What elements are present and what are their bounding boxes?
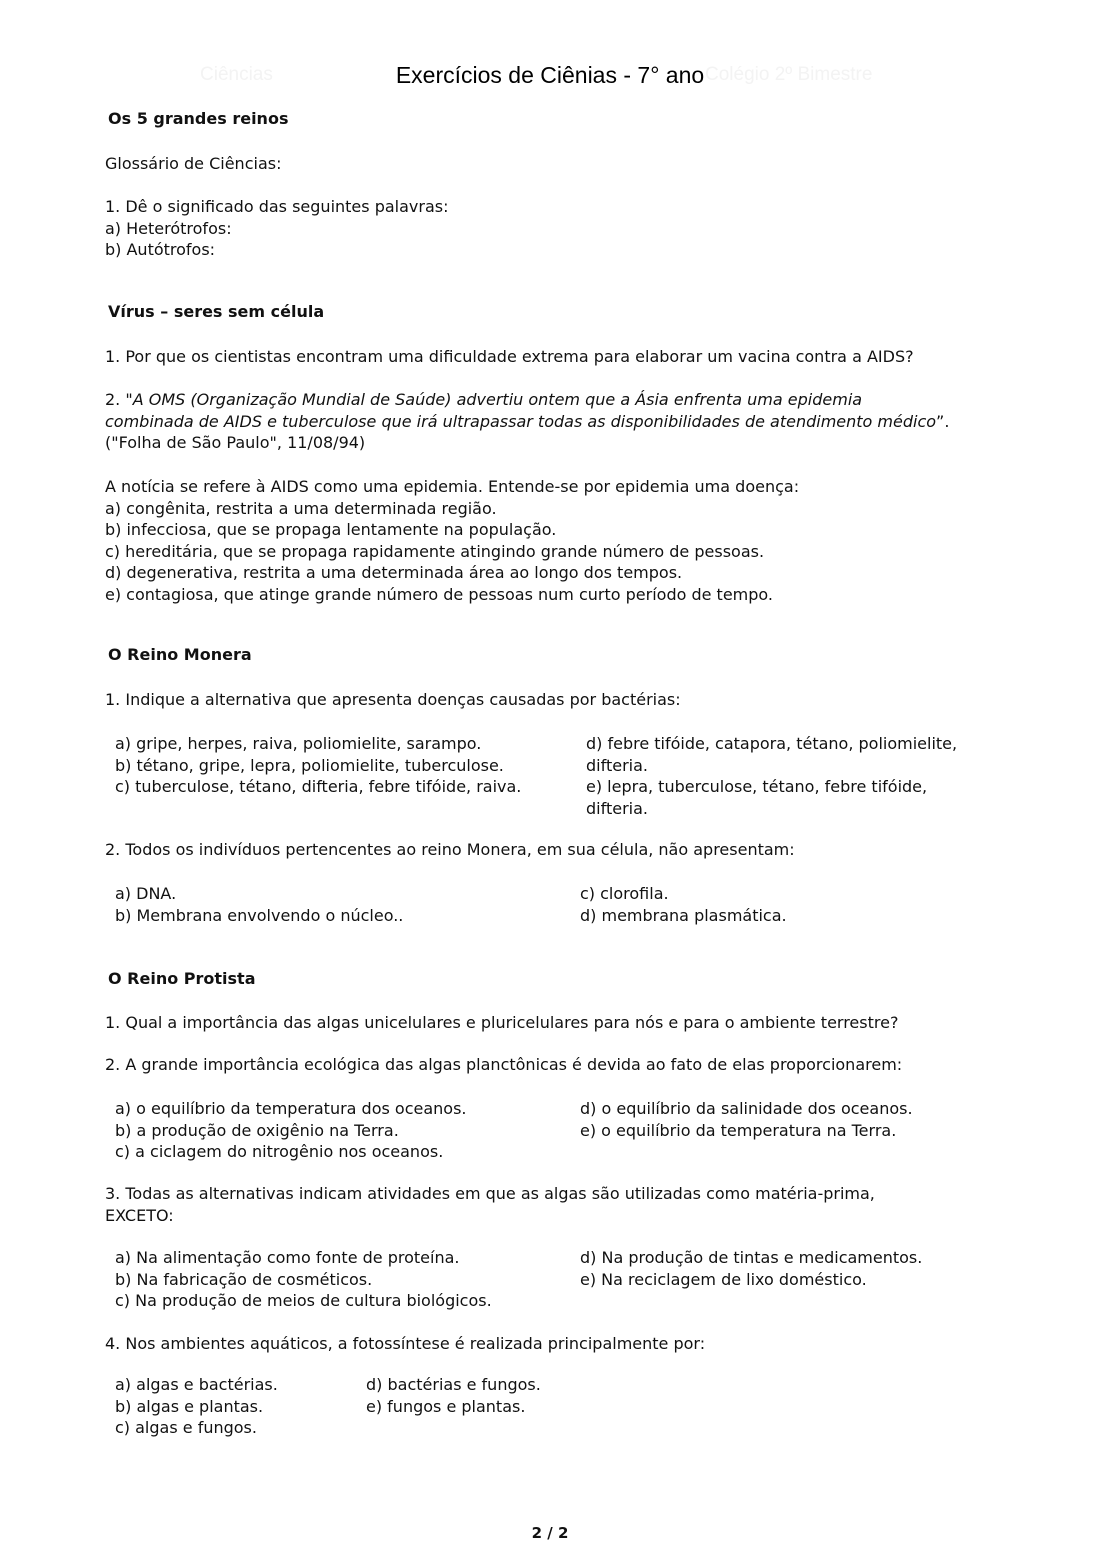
protista-question-1: 1. Qual a importância das algas unicelulares e pluricelulares para nós e para o ambiente terrestre? [105, 1013, 899, 1032]
option-c: c) Na produção de meios de cultura biológicos. [115, 1291, 492, 1310]
option-a: a) congênita, restrita a uma determinada região. [105, 498, 497, 518]
reinos-question-1 [105, 196, 448, 261]
monera-q2-options-left [115, 883, 403, 926]
option-c: c) clorofila. [580, 884, 669, 903]
option-e: e) fungos e plantas. [366, 1396, 526, 1416]
quote-line-2: combinada de AIDS e tuberculose que irá ultrapassar todas as disponibilidades de atendimento médico”. [105, 411, 950, 431]
option-c: c) tuberculose, tétano, difteria, febre tifóide, raiva. [115, 777, 522, 796]
option-a: a) o equilíbrio da temperatura dos oceanos. [115, 1099, 467, 1118]
option-a: a) Na alimentação como fonte de proteína. [115, 1248, 460, 1267]
protista-q3-options-right [580, 1247, 922, 1290]
question-item-b: b) Autótrofos: [105, 240, 216, 259]
question-item-a: a) Heterótrofos: [105, 218, 232, 238]
protista-question-2: 2. A grande importância ecológica das algas planctônicas é devida ao fato de elas proporcionarem: [105, 1055, 903, 1074]
option-a: a) gripe, herpes, raiva, poliomielite, sarampo. [115, 734, 482, 753]
protista-q4-options-left [115, 1374, 278, 1439]
section-heading-protista: O Reino Protista [108, 969, 256, 988]
question-text: 3. Todas as alternativas indicam atividades em que as algas são utilizadas como matéria-prima, [105, 1184, 875, 1203]
option-c: c) hereditária, que se propaga rapidamente atingindo grande número de pessoas. [105, 541, 765, 561]
page-title: Exercícios de Ciênias - 7° ano [395, 62, 705, 88]
option-b: b) infecciosa, que se propaga lentamente na população. [105, 520, 557, 539]
option-a: a) algas e bactérias. [115, 1375, 278, 1394]
virus-question-2-options [105, 476, 799, 605]
option-b: b) a produção de oxigênio na Terra. [115, 1120, 399, 1140]
option-e: e) Na reciclagem de lixo doméstico. [580, 1269, 867, 1289]
virus-question-1: 1. Por que os cientistas encontram uma dificuldade extrema para elaborar um vacina contra a AIDS? [105, 347, 914, 366]
option-b: b) algas e plantas. [115, 1396, 264, 1416]
option-b: b) Membrana envolvendo o núcleo.. [115, 905, 404, 925]
option-d-cont: difteria. [586, 755, 648, 775]
faded-header-right: Colégio 2º Bimestre [705, 64, 873, 85]
protista-question-3 [105, 1183, 875, 1226]
glossary-label: Glossário de Ciências: [105, 154, 282, 173]
quote-line-1: 2. "A OMS (Organização Mundial de Saúde) advertiu ontem que a Ásia enfrenta uma epidemia [105, 390, 863, 409]
question-text: 1. Dê o significado das seguintes palavras: [105, 197, 449, 216]
monera-q1-options-right [586, 733, 957, 819]
option-d: d) degenerativa, restrita a uma determinada área ao longo dos tempos. [105, 563, 683, 582]
option-d: d) o equilíbrio da salinidade dos oceanos. [580, 1099, 913, 1118]
option-c: c) algas e fungos. [115, 1418, 257, 1437]
monera-q2-options-right [580, 883, 787, 926]
section-heading-virus: Vírus – seres sem célula [108, 302, 325, 321]
monera-question-1: 1. Indique a alternativa que apresenta doenças causadas por bactérias: [105, 690, 681, 709]
protista-q2-options-left [115, 1098, 467, 1163]
virus-question-2 [105, 389, 949, 454]
faded-header-left: Ciências [200, 64, 273, 85]
option-b: b) Na fabricação de cosméticos. [115, 1269, 373, 1289]
question-stem: A notícia se refere à AIDS como uma epidemia. Entende-se por epidemia uma doença: [105, 477, 800, 496]
question-text-cont: EXCETO: [105, 1205, 174, 1225]
protista-q3-options-left [115, 1247, 492, 1312]
option-c: c) a ciclagem do nitrogênio nos oceanos. [115, 1142, 444, 1161]
option-a: a) DNA. [115, 884, 177, 903]
section-heading-monera: O Reino Monera [108, 645, 252, 664]
option-e: e) o equilíbrio da temperatura na Terra. [580, 1120, 897, 1140]
option-d: d) bactérias e fungos. [366, 1375, 541, 1394]
option-d: d) Na produção de tintas e medicamentos. [580, 1248, 923, 1267]
section-heading-reinos: Os 5 grandes reinos [108, 109, 289, 128]
quote-source: ("Folha de São Paulo", 11/08/94) [105, 433, 366, 452]
option-e: e) lepra, tuberculose, tétano, febre tifóide, [586, 777, 928, 796]
protista-q4-options-right [366, 1374, 541, 1417]
option-e-cont: difteria. [586, 798, 648, 818]
protista-question-4: 4. Nos ambientes aquáticos, a fotossíntese é realizada principalmente por: [105, 1334, 706, 1353]
monera-question-2: 2. Todos os indivíduos pertencentes ao reino Monera, em sua célula, não apresentam: [105, 840, 795, 859]
option-d: d) membrana plasmática. [580, 905, 787, 925]
protista-q2-options-right [580, 1098, 913, 1141]
option-d: d) febre tifóide, catapora, tétano, poliomielite, [586, 734, 958, 753]
page-number: 2 / 2 [531, 1524, 569, 1542]
option-b: b) tétano, gripe, lepra, poliomielite, tuberculose. [115, 755, 504, 775]
option-e: e) contagiosa, que atinge grande número de pessoas num curto período de tempo. [105, 584, 774, 604]
monera-q1-options-left [115, 733, 521, 798]
